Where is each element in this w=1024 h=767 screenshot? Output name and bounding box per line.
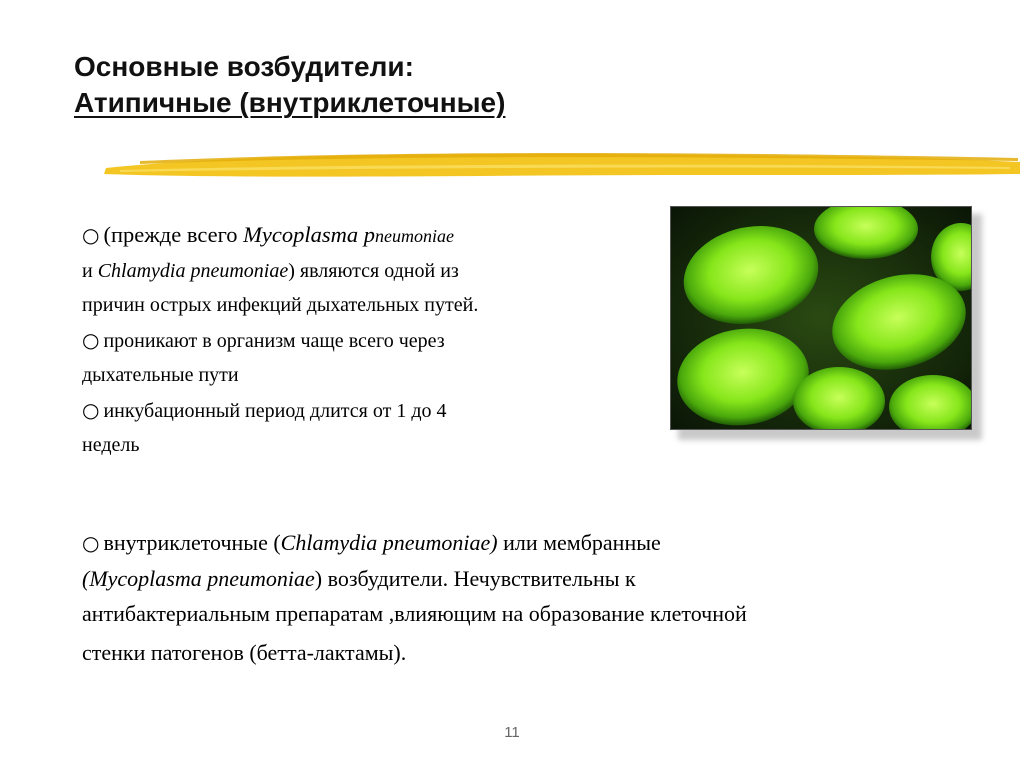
bullet-continuation: антибактериальным препаратам ,влияющим на образование клеточной bbox=[82, 601, 747, 626]
bullet-continuation: (Mycoplasma pneumoniae) возбудители. Нечувствительны к bbox=[82, 566, 636, 591]
bullet-continuation: и Chlamydia pneumoniae) являются одной из bbox=[82, 259, 459, 282]
bullet-list-2 bbox=[82, 525, 747, 670]
bullet-list-1 bbox=[82, 218, 478, 463]
bacteria-micrograph bbox=[670, 206, 972, 430]
bullet-circle-icon: ○ bbox=[82, 397, 100, 422]
slide-subtitle: Атипичные (внутриклеточные) bbox=[74, 87, 506, 118]
bullet-item: ○ внутриклеточные (Chlamydia pneumoniae) или мембранные bbox=[82, 530, 661, 555]
bullet-continuation: стенки патогенов (бетта-лактамы). bbox=[82, 640, 407, 665]
bullet-item: ○ инкубационный период длится от 1 до 4 bbox=[82, 397, 447, 422]
bullet-continuation: недель bbox=[82, 434, 140, 456]
bullet-item: ○ (прежде всего Mycoplasma pneumoniae bbox=[82, 222, 454, 247]
page-number: 11 bbox=[504, 724, 520, 741]
bullet-circle-icon: ○ bbox=[82, 531, 100, 555]
bacteria-micrograph-icon bbox=[671, 207, 971, 429]
bullet-circle-icon: ○ bbox=[82, 327, 100, 352]
bullet-circle-icon: ○ bbox=[82, 223, 100, 247]
bullet-continuation: причин острых инфекций дыхательных путей. bbox=[82, 294, 479, 316]
bullet-continuation: дыхательные пути bbox=[82, 364, 239, 386]
highlighter-stroke-decoration bbox=[100, 146, 1024, 186]
bullet-item: ○ проникают в организм чаще всего через bbox=[82, 327, 445, 352]
slide-title: Основные возбудители: bbox=[74, 51, 414, 82]
